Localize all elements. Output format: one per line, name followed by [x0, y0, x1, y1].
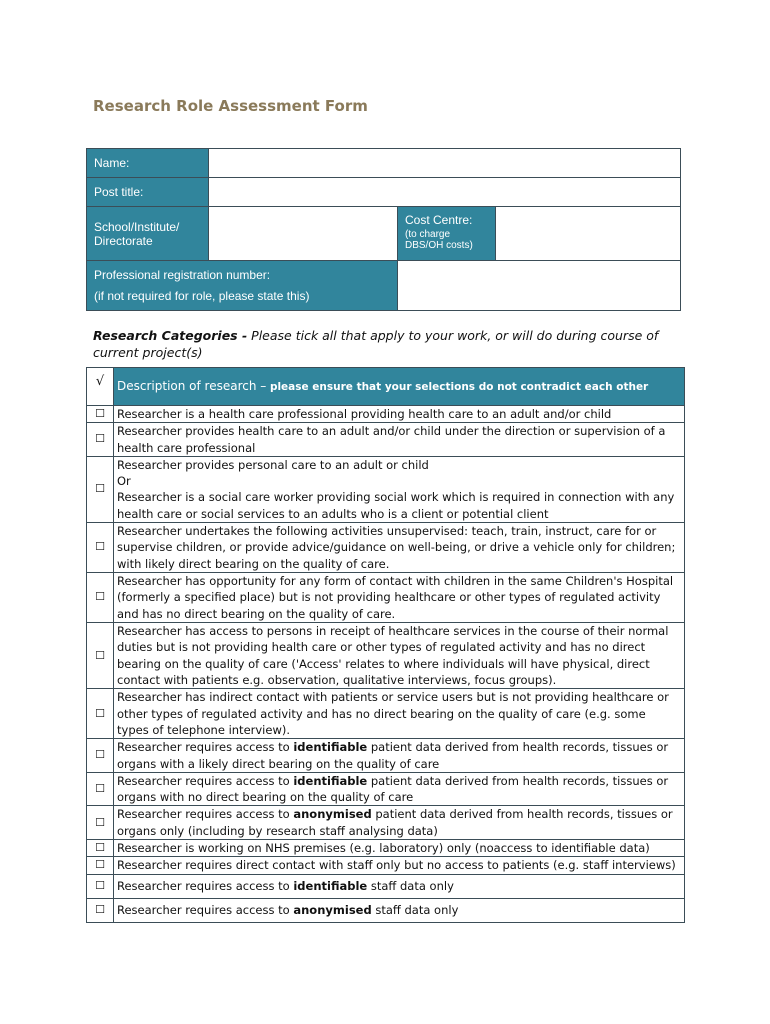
cost-centre-note: (to charge DBS/OH costs): [405, 229, 473, 251]
category-row: [87, 739, 685, 773]
category-checkbox[interactable]: ☐: [87, 573, 114, 623]
category-description: [114, 406, 685, 423]
category-checkbox[interactable]: ☐: [87, 874, 114, 898]
school-field[interactable]: [209, 207, 398, 261]
category-checkbox[interactable]: ☐: [87, 772, 114, 806]
category-text: Researcher requires access to: [117, 902, 294, 917]
category-checkbox[interactable]: ☐: [87, 523, 114, 573]
category-checkbox[interactable]: ☐: [87, 623, 114, 689]
cost-centre-cell: [398, 207, 496, 261]
name-label: Name:: [87, 149, 209, 178]
category-description: [114, 806, 685, 840]
category-row: [87, 840, 685, 857]
category-text: Researcher is a health care professional providing health care to an adult and/or child: [117, 407, 612, 421]
category-row: [87, 806, 685, 840]
description-header-sub: please ensure that your selections do not contradict each other: [269, 380, 649, 393]
category-emphasis: identifiable: [293, 878, 368, 893]
category-text: Researcher requires access to: [117, 878, 294, 893]
category-checkbox[interactable]: ☐: [87, 406, 114, 423]
category-description: [114, 456, 685, 522]
tick-header: √: [87, 368, 114, 406]
category-row: [87, 772, 685, 806]
category-row: [87, 898, 685, 922]
category-text: Researcher requires access to: [117, 773, 294, 788]
categories-header-row: [87, 368, 685, 406]
category-description: [114, 689, 685, 739]
post-title-field[interactable]: [209, 178, 681, 207]
registration-field[interactable]: [398, 261, 681, 311]
category-checkbox[interactable]: ☐: [87, 898, 114, 922]
category-description: [114, 739, 685, 773]
category-text-end: patient data derived from health records, tissues or organs with a likely direct bearing on the quality of care: [117, 740, 669, 771]
description-header-main: Description of research –: [117, 378, 267, 393]
description-header: [114, 368, 685, 406]
category-description: [114, 423, 685, 457]
category-text: Researcher requires access to: [117, 740, 294, 755]
category-row: [87, 523, 685, 573]
category-checkbox[interactable]: ☐: [87, 840, 114, 857]
category-row: [87, 623, 685, 689]
research-categories-table: [86, 367, 685, 923]
category-or: Or: [117, 474, 131, 489]
category-description: [114, 523, 685, 573]
category-text: Researcher has indirect contact with patients or service users but is not providing healthcare or other types of regulated activity and has no direct bearing on the quality of care (e.g. some types of telephone interview).: [117, 690, 669, 737]
categories-heading: [93, 327, 683, 361]
category-emphasis: anonymised: [293, 807, 372, 822]
category-row: [87, 689, 685, 739]
category-text-end: staff data only: [371, 902, 459, 917]
category-checkbox[interactable]: ☐: [87, 423, 114, 457]
category-description: [114, 772, 685, 806]
name-field[interactable]: [209, 149, 681, 178]
cost-centre-label: Cost Centre:: [405, 213, 473, 227]
category-text-end: staff data only: [367, 878, 454, 893]
category-description: [114, 874, 685, 898]
registration-label: Professional registration number:: [94, 267, 271, 282]
category-row: [87, 874, 685, 898]
category-text-alt: Researcher is a social care worker providing social work which is required in connection with any health care or social services to an adults who is a client or potential client: [117, 490, 675, 521]
page-title: Research Role Assessment Form: [93, 97, 368, 115]
category-row: [87, 456, 685, 522]
personal-info-table: [86, 148, 681, 311]
registration-note: (if not required for role, please state this): [94, 288, 310, 303]
post-title-label: Post title:: [87, 178, 209, 207]
category-checkbox[interactable]: ☐: [87, 806, 114, 840]
category-text-end: patient data derived from health records, tissues or organs with no direct bearing on the quality of care: [117, 773, 669, 805]
school-label: School/Institute/ Directorate: [87, 207, 209, 261]
category-text: Researcher has opportunity for any form of contact with children in the same Children's Hospital (formerly a specified place) but is not providing healthcare or other types of regulated activity and has no direct bearing on the quality of care.: [117, 574, 674, 621]
category-description: [114, 573, 685, 623]
category-row: [87, 573, 685, 623]
category-row: [87, 406, 685, 423]
category-description: [114, 623, 685, 689]
category-text: Researcher requires direct contact with staff only but no access to patients (e.g. staff interviews): [117, 858, 676, 873]
cost-centre-field[interactable]: [496, 207, 681, 261]
category-emphasis: anonymised: [293, 902, 372, 917]
category-text: Researcher provides personal care to an adult or child: [117, 457, 429, 472]
category-checkbox[interactable]: ☐: [87, 739, 114, 773]
category-text: Researcher has access to persons in receipt of healthcare services in the course of their normal duties but is not providing health care or other types of regulated activity and has no direct bearing on the quality of care ('Access' relates to where individuals will have physical, direct contact with patients e.g. observation, qualitative interviews, focus groups).: [117, 624, 669, 687]
category-text-end: patient data derived from health records, tissues or organs only (including by research staff analysing data): [117, 807, 673, 838]
categories-instruction: Please tick all that apply to your work, or will do during course of current project(s): [93, 328, 659, 360]
category-text: Researcher provides health care to an adult and/or child under the direction or supervision of a health care professional: [117, 424, 666, 455]
category-text: Researcher undertakes the following activities unsupervised: teach, train, instruct, care for or supervise children, or provide advice/guidance on well-being, or drive a vehicle only for children; with likely direct bearing on the quality of care.: [117, 524, 676, 571]
category-description: [114, 840, 685, 857]
category-emphasis: identifiable: [293, 773, 368, 788]
category-text: Researcher is working on NHS premises (e.g. laboratory) only (noaccess to identifiable data): [117, 841, 650, 856]
registration-cell: [87, 261, 398, 311]
category-description: [114, 898, 685, 922]
category-text: Researcher requires access to: [117, 807, 294, 822]
category-checkbox[interactable]: ☐: [87, 689, 114, 739]
category-checkbox[interactable]: ☐: [87, 456, 114, 522]
category-row: [87, 423, 685, 457]
category-checkbox[interactable]: ☐: [87, 857, 114, 874]
category-emphasis: identifiable: [293, 740, 368, 755]
categories-title: Research Categories -: [93, 328, 248, 343]
category-description: [114, 857, 685, 874]
category-row: [87, 857, 685, 874]
